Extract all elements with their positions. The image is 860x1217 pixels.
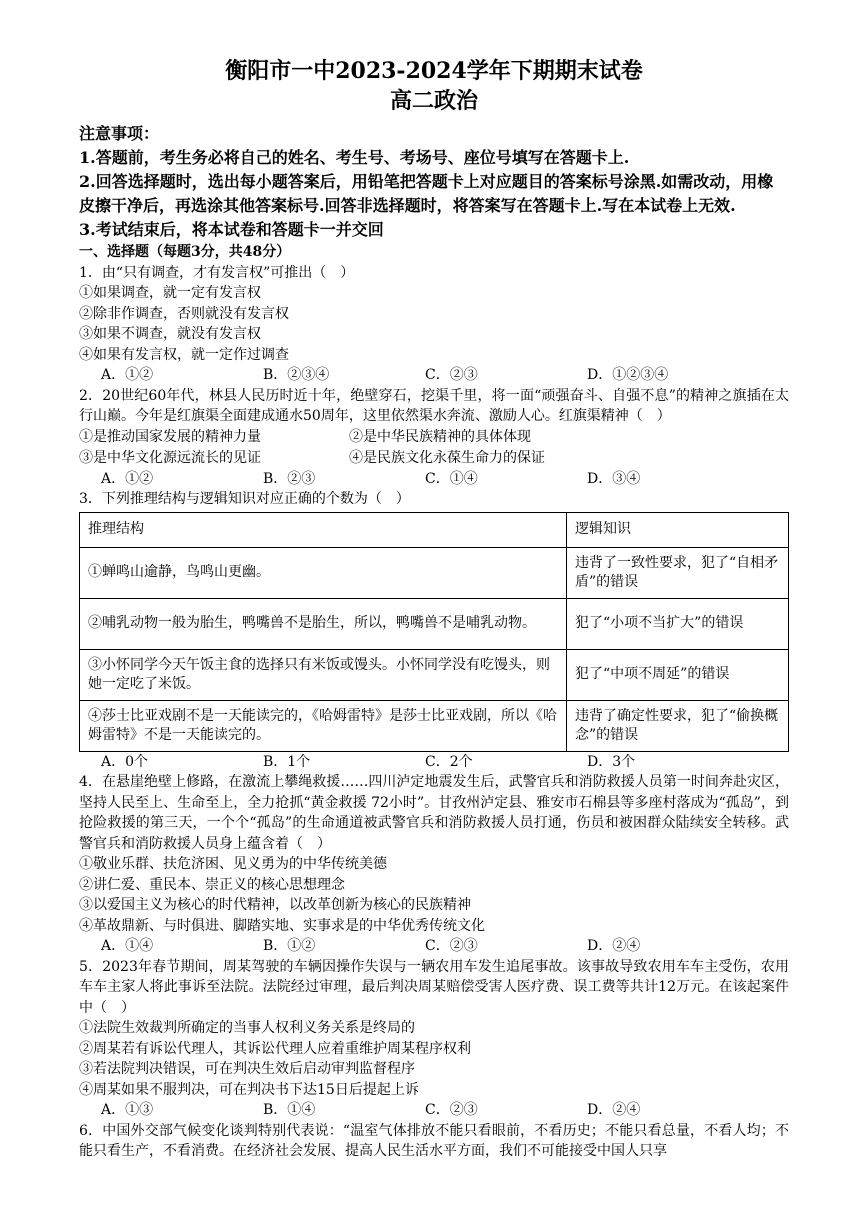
question-2-answers bbox=[79, 469, 789, 490]
answer-choice: B．②③ bbox=[263, 470, 316, 487]
question-1-option: ①如果调查，就一定有发言权 bbox=[79, 285, 261, 301]
notes-heading: 注意事项： bbox=[79, 124, 160, 143]
table-cell: 犯了“小项不当扩大”的错误 bbox=[567, 598, 789, 649]
table-header: 逻辑知识 bbox=[567, 512, 789, 547]
answer-choice: B．②③④ bbox=[263, 367, 330, 383]
answer-choice: D．②④ bbox=[587, 938, 641, 954]
question-1-answers bbox=[79, 365, 789, 386]
answer-choice: A．①③ bbox=[101, 1102, 154, 1118]
question-5-option: ②周某若有诉讼代理人，其诉讼代理人应着重维护周某程序权利 bbox=[79, 1040, 471, 1057]
question-4-option: ③以爱国主义为核心的时代精神，以改革创新为核心的民族精神 bbox=[79, 897, 471, 913]
answer-choice: C．②③ bbox=[425, 1102, 478, 1118]
table-row bbox=[80, 700, 789, 751]
answer-choice: D．3个 bbox=[587, 753, 636, 770]
answer-choice: C．2个 bbox=[425, 753, 473, 770]
question-6-stem: 6．中国外交部气候变化谈判特别代表说：“温室气体排放不能只看眼前，不看历史；不能只看总量，不看人均；不能只看生产，不看消费。在经济社会发展、提高人民生活水平方面，我们不可能接受中国人只享 bbox=[79, 1122, 789, 1159]
table-cell: ④莎士比亚戏剧不是一天能读完的，《哈姆雷特》是莎士比亚戏剧，所以《哈姆雷特》不是一天能读完的。 bbox=[80, 700, 567, 751]
table-header: 推理结构 bbox=[80, 512, 567, 547]
exam-page bbox=[79, 56, 789, 1162]
table-cell: 违背了一致性要求，犯了“自相矛盾”的错误 bbox=[567, 547, 789, 598]
answer-choice: B．①② bbox=[263, 938, 316, 954]
question-3-stem: 3．下列推理结构与逻辑知识对应正确的个数为（ ） bbox=[79, 491, 410, 507]
section-heading: 一、选择题（每题3分，共48分） bbox=[79, 244, 291, 260]
answer-choice: D．②④ bbox=[587, 1102, 641, 1118]
question-2-option: ④是民族文化永葆生命力的保证 bbox=[349, 449, 545, 466]
exam-title: 衡阳市一中2023-2024学年下期期末试卷 bbox=[225, 58, 643, 84]
answer-choice: B．①④ bbox=[263, 1102, 316, 1118]
answer-choice: A．0个 bbox=[101, 753, 149, 770]
note-item: 2.回答选择题时，选出每小题答案后，用铅笔把答题卡上对应题目的答案标号涂黑.如需改动，用橡皮擦干净后，再选涂其他答案标号.回答非选择题时，将答案写在答题卡上.写在本试卷上无效. bbox=[79, 172, 774, 215]
answer-choice: A．①② bbox=[101, 470, 154, 487]
note-item: 3.考试结束后，将本试卷和答题卡一并交回 bbox=[79, 220, 384, 239]
question-4-answers bbox=[79, 936, 789, 957]
question-1-option: ②除非作调查，否则就没有发言权 bbox=[79, 305, 289, 322]
question-2-options-row bbox=[79, 427, 789, 448]
question-1-option: ③如果不调查，就没有发言权 bbox=[79, 326, 261, 342]
answer-choice: C．②③ bbox=[425, 367, 478, 383]
question-5-option: ①法院生效裁判所确定的当事人权利义务关系是终局的 bbox=[79, 1020, 415, 1036]
question-4-option: ②讲仁爱、重民本、崇正义的核心思想理念 bbox=[79, 876, 345, 893]
question-4-option: ①敬业乐群、扶危济困、见义勇为的中华传统美德 bbox=[79, 856, 387, 872]
answer-choice: D．①②③④ bbox=[587, 367, 669, 383]
answer-choice: C．②③ bbox=[425, 938, 478, 954]
answer-choice: A．①② bbox=[101, 367, 154, 383]
note-item: 1.答题前，考生务必将自己的姓名、考生号、考场号、座位号填写在答题卡上. bbox=[79, 148, 630, 167]
question-2-stem: 2．20世纪60年代，林县人民历时近十年，绝壁穿石，挖渠千里，将一面“顽强奋斗、自强不息”的精神之旗插在太行山巅。今年是红旗渠全面建成通水50周年，这里依然渠水奔流、激励人心。红旗渠精神（ ） bbox=[79, 387, 789, 424]
question-3-answers bbox=[79, 752, 789, 773]
table-row bbox=[80, 649, 789, 700]
exam-subtitle: 高二政治 bbox=[389, 88, 478, 114]
question-1-stem: 1．由“只有调查，才有发言权”可推出（ ） bbox=[79, 264, 355, 281]
table-header-row bbox=[80, 512, 789, 547]
question-1-option: ④如果有发言权，就一定作过调查 bbox=[79, 346, 289, 363]
question-4-option: ④革故鼎新、与时俱进、脚踏实地、实事求是的中华优秀传统文化 bbox=[79, 917, 485, 934]
table-cell: 犯了“中项不周延”的错误 bbox=[567, 649, 789, 700]
question-2-options-row bbox=[79, 448, 789, 469]
table-cell: ②哺乳动物一般为胎生，鸭嘴兽不是胎生，所以，鸭嘴兽不是哺乳动物。 bbox=[80, 598, 567, 649]
table-row bbox=[80, 547, 789, 598]
table-cell: ③小怀同学今天午饭主食的选择只有米饭或馒头。小怀同学没有吃馒头，则她一定吃了米饭。 bbox=[80, 649, 567, 700]
question-5-stem: 5．2023年春节期间，周某驾驶的车辆因操作失误与一辆农用车发生追尾事故。该事故导致农用车车主受伤，农用车车主家人将此事诉至法院。法院经过审理，最后判决周某赔偿受害人医疗费、误工费等共计12万元。在该起案件中（ ） bbox=[79, 958, 789, 1016]
question-2-option: ①是推动国家发展的精神力量 bbox=[79, 428, 261, 445]
answer-choice: A．①④ bbox=[101, 938, 154, 954]
question-2-option: ③是中华文化源远流长的见证 bbox=[79, 449, 261, 466]
question-5-option: ③若法院判决错误，可在判决生效后启动审判监督程序 bbox=[79, 1061, 415, 1077]
question-5-option: ④周某如果不服判决，可在判决书下达15日后提起上诉 bbox=[79, 1081, 419, 1098]
table-row bbox=[80, 598, 789, 649]
answer-choice: C．①④ bbox=[425, 470, 478, 487]
question-2-option: ②是中华民族精神的具体体现 bbox=[349, 428, 531, 445]
table-cell: 违背了确定性要求，犯了“偷换概念”的错误 bbox=[567, 700, 789, 751]
logic-table bbox=[79, 512, 789, 752]
question-4-stem: 4．在悬崖绝壁上修路，在激流上攀绳救援……四川泸定地震发生后，武警官兵和消防救援人员第一时间奔赴灾区，坚持人民至上、生命至上，全力抢抓“黄金救援 72小时”。甘孜州泸定县、雅安市石棉县等多座村落成为“孤岛”，到抢险救援的第三天，一个个“孤岛”的生命通道被武警官兵和消防救援人员打通，伤员和被困群众陆续安全转移。武警官兵和消防救援人员身上蕴含着（ ） bbox=[79, 774, 789, 852]
answer-choice: B．1个 bbox=[263, 753, 311, 770]
answer-choice: D．③④ bbox=[587, 470, 641, 487]
table-cell: ①蝉鸣山逾静，鸟鸣山更幽。 bbox=[80, 547, 567, 598]
question-5-answers bbox=[79, 1100, 789, 1121]
